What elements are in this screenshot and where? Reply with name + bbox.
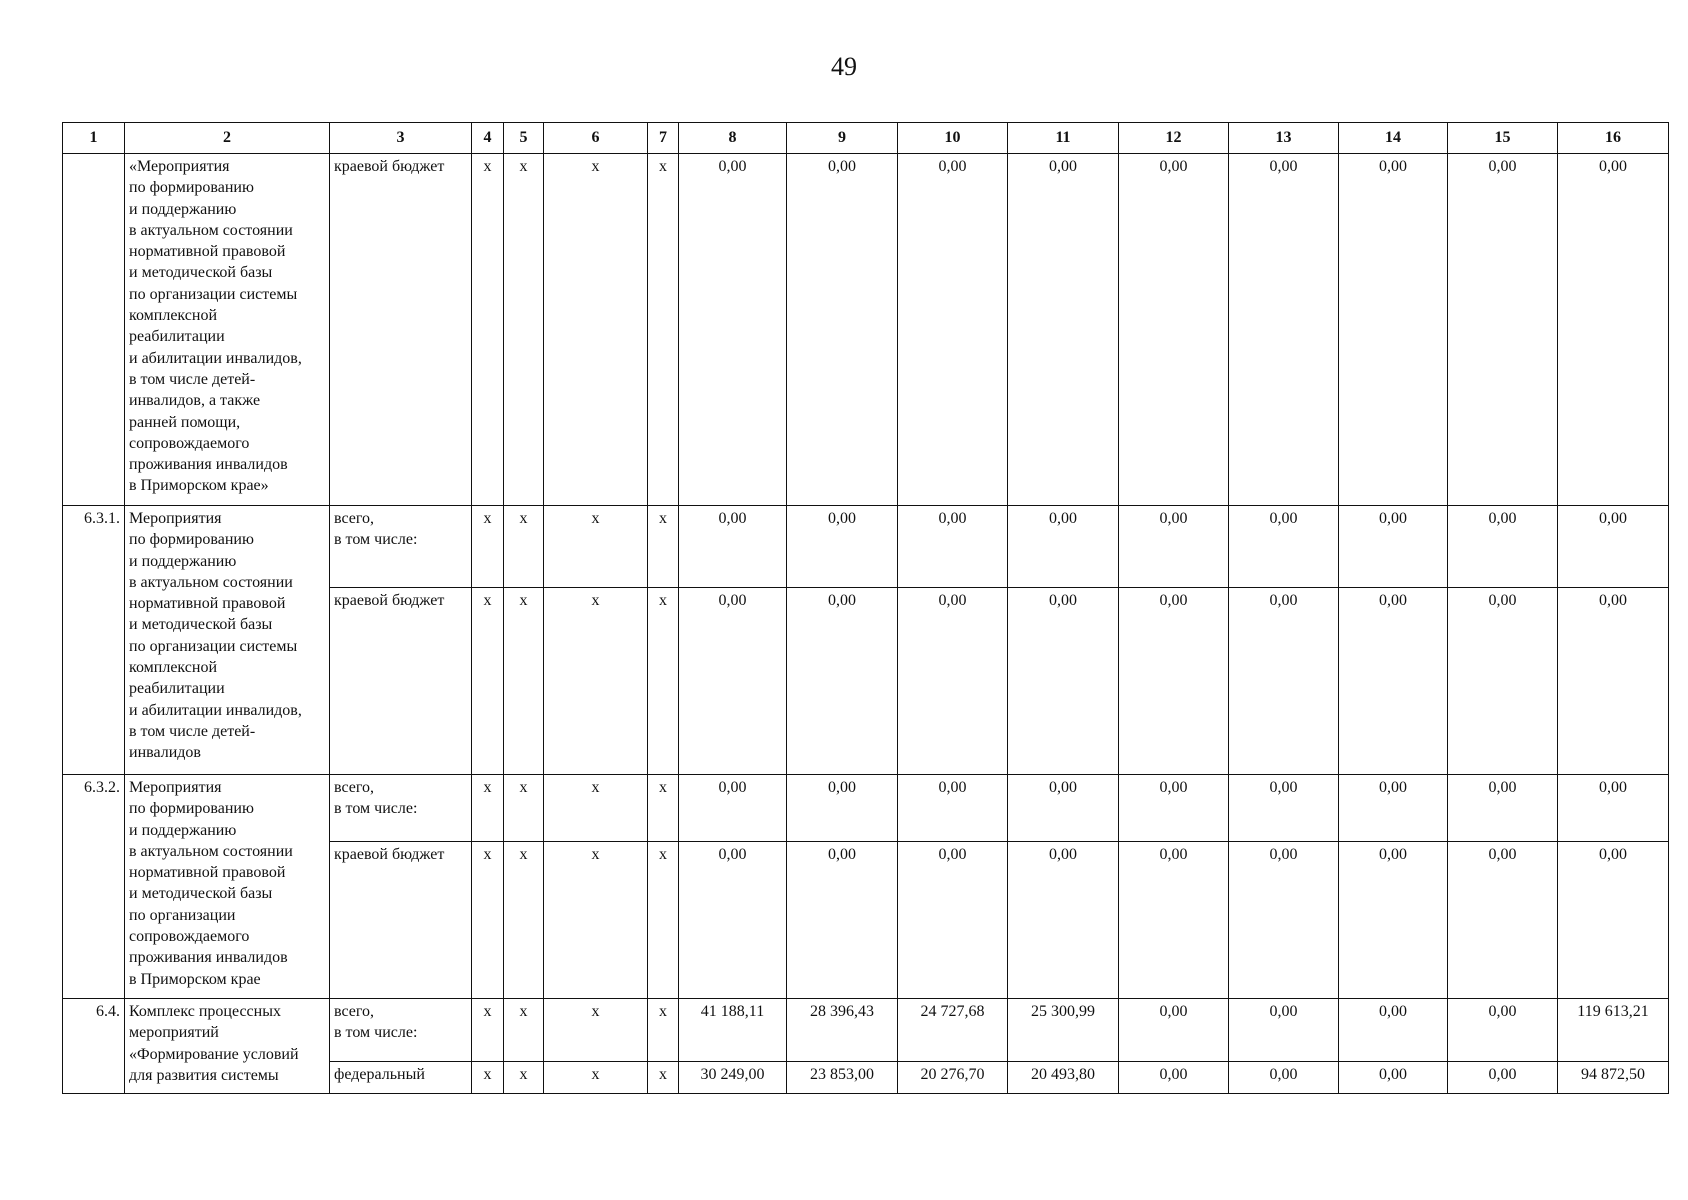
mark-cell: х (544, 842, 648, 999)
value-cell-col-8: 0,00 (679, 588, 787, 775)
mark-cell: х (544, 1062, 648, 1094)
value-cell-col-13: 0,00 (1229, 775, 1339, 842)
value-cell-col-10: 0,00 (898, 588, 1008, 775)
row-name-line: в актуальном состоянии (129, 842, 293, 860)
value-cell-col-10: 0,00 (898, 775, 1008, 842)
value-cell-col-13: 0,00 (1229, 588, 1339, 775)
row-name-line: Комплекс процессных (129, 1003, 281, 1020)
funding-source-line: всего, (334, 779, 375, 796)
row-name-line: комплексной (129, 307, 218, 325)
value-cell-col-15: 0,00 (1448, 775, 1558, 842)
row-name-line: нормативной правовой (129, 243, 286, 261)
row-name-line: и методической базы (129, 885, 273, 903)
value-cell-col-10: 0,00 (898, 842, 1008, 999)
value-cell-col-10: 20 276,70 (898, 1062, 1008, 1094)
value-cell-col-10: 0,00 (898, 506, 1008, 588)
row-code: 6.3.2. (63, 775, 125, 999)
value-cell-col-15: 0,00 (1448, 506, 1558, 588)
page-number: 49 (831, 52, 857, 81)
row-name (125, 154, 330, 506)
row-name-line: инвалидов (129, 744, 201, 762)
funding-source-line: в том числе: (334, 531, 418, 549)
header-col-12: 12 (1119, 123, 1229, 154)
value-cell-col-15: 0,00 (1448, 1062, 1558, 1094)
value-cell-col-8: 0,00 (679, 506, 787, 588)
value-cell-col-14: 0,00 (1339, 842, 1448, 999)
value-cell-col-9: 23 853,00 (787, 1062, 898, 1094)
row-name-line: и поддержанию (129, 552, 237, 570)
value-cell-col-12: 0,00 (1119, 999, 1229, 1062)
value-cell-col-11: 0,00 (1008, 154, 1119, 506)
row-code: 6.3.1. (63, 506, 125, 775)
row-name-line: и методической базы (129, 264, 273, 282)
header-col-3: 3 (330, 123, 472, 154)
row-name-line: по формированию (129, 800, 254, 818)
row-code (63, 154, 125, 506)
row-name-line: инвалидов, а также (129, 392, 261, 410)
value-cell-col-9: 0,00 (787, 775, 898, 842)
row-name-line: в том числе детей- (129, 722, 256, 740)
row-name-line: Мероприятия (129, 510, 222, 527)
row-name-line: проживания инвалидов (129, 949, 288, 967)
row-name-line: и абилитации инвалидов, (129, 349, 302, 367)
row-name-line: нормативной правовой (129, 595, 286, 613)
header-col-9: 9 (787, 123, 898, 154)
row-name-line: в актуальном состоянии (129, 573, 293, 591)
table-row (63, 775, 1669, 842)
value-cell-col-11: 0,00 (1008, 506, 1119, 588)
funding-source (330, 775, 472, 842)
value-cell-col-16: 0,00 (1558, 154, 1669, 506)
value-cell-col-13: 0,00 (1229, 154, 1339, 506)
value-cell-col-16: 0,00 (1558, 506, 1669, 588)
mark-cell: х (648, 1062, 679, 1094)
value-cell-col-8: 41 188,11 (679, 999, 787, 1062)
value-cell-col-12: 0,00 (1119, 588, 1229, 775)
funding-source-line: в том числе: (334, 800, 418, 818)
mark-cell: х (544, 588, 648, 775)
value-cell-col-11: 25 300,99 (1008, 999, 1119, 1062)
mark-cell: х (544, 775, 648, 842)
funding-source-line: краевой бюджет (334, 592, 445, 609)
value-cell-col-15: 0,00 (1448, 842, 1558, 999)
row-name-line: ранней помощи, (129, 413, 241, 431)
mark-cell: х (504, 775, 544, 842)
value-cell-col-16: 94 872,50 (1558, 1062, 1669, 1094)
header-col-6: 6 (544, 123, 648, 154)
funding-source-line: всего, (334, 1003, 375, 1020)
header-col-5: 5 (504, 123, 544, 154)
row-name-line: в актуальном состоянии (129, 221, 293, 239)
value-cell-col-11: 0,00 (1008, 588, 1119, 775)
table-row (63, 154, 1669, 506)
value-cell-col-10: 0,00 (898, 154, 1008, 506)
value-cell-col-12: 0,00 (1119, 842, 1229, 999)
value-cell-col-13: 0,00 (1229, 842, 1339, 999)
mark-cell: х (648, 154, 679, 506)
mark-cell: х (472, 1062, 504, 1094)
value-cell-col-8: 0,00 (679, 154, 787, 506)
value-cell-col-13: 0,00 (1229, 1062, 1339, 1094)
header-col-11: 11 (1008, 123, 1119, 154)
value-cell-col-12: 0,00 (1119, 775, 1229, 842)
mark-cell: х (472, 775, 504, 842)
mark-cell: х (472, 999, 504, 1062)
header-col-15: 15 (1448, 123, 1558, 154)
header-col-14: 14 (1339, 123, 1448, 154)
value-cell-col-16: 0,00 (1558, 775, 1669, 842)
value-cell-col-9: 0,00 (787, 506, 898, 588)
value-cell-col-15: 0,00 (1448, 154, 1558, 506)
row-name-line: в том числе детей- (129, 370, 256, 388)
value-cell-col-11: 0,00 (1008, 842, 1119, 999)
value-cell-col-9: 28 396,43 (787, 999, 898, 1062)
row-name-line: нормативной правовой (129, 864, 286, 882)
header-col-16: 16 (1558, 123, 1669, 154)
value-cell-col-12: 0,00 (1119, 154, 1229, 506)
value-cell-col-14: 0,00 (1339, 1062, 1448, 1094)
header-col-1: 1 (63, 123, 125, 154)
mark-cell: х (504, 999, 544, 1062)
mark-cell: х (544, 154, 648, 506)
mark-cell: х (648, 588, 679, 775)
row-name-line: для развития системы (129, 1066, 279, 1084)
value-cell-col-11: 20 493,80 (1008, 1062, 1119, 1094)
row-name-line: реабилитации (129, 328, 225, 346)
value-cell-col-12: 0,00 (1119, 506, 1229, 588)
value-cell-col-9: 0,00 (787, 842, 898, 999)
table-row (63, 506, 1669, 588)
row-name-line: по формированию (129, 179, 254, 197)
header-col-7: 7 (648, 123, 679, 154)
header-row (63, 123, 1669, 154)
header-col-4: 4 (472, 123, 504, 154)
funding-source (330, 1062, 472, 1094)
row-name-line: сопровождаемого (129, 434, 250, 452)
value-cell-col-14: 0,00 (1339, 154, 1448, 506)
row-name-line: по организации системы (129, 285, 298, 303)
value-cell-col-16: 0,00 (1558, 842, 1669, 999)
header-col-13: 13 (1229, 123, 1339, 154)
funding-source (330, 999, 472, 1062)
funding-source-line: всего, (334, 510, 375, 527)
row-name-line: комплексной (129, 659, 218, 677)
value-cell-col-14: 0,00 (1339, 999, 1448, 1062)
mark-cell: х (504, 588, 544, 775)
value-cell-col-9: 0,00 (787, 588, 898, 775)
mark-cell: х (504, 1062, 544, 1094)
mark-cell: х (472, 154, 504, 506)
row-name-line: в Приморском крае (129, 970, 261, 988)
mark-cell: х (504, 506, 544, 588)
funding-source (330, 506, 472, 588)
value-cell-col-15: 0,00 (1448, 999, 1558, 1062)
header-col-8: 8 (679, 123, 787, 154)
value-cell-col-8: 30 249,00 (679, 1062, 787, 1094)
mark-cell: х (648, 506, 679, 588)
value-cell-col-14: 0,00 (1339, 506, 1448, 588)
value-cell-col-14: 0,00 (1339, 775, 1448, 842)
value-cell-col-15: 0,00 (1448, 588, 1558, 775)
budget-table (62, 122, 1669, 1094)
funding-source (330, 588, 472, 775)
row-name-line: и поддержанию (129, 821, 237, 839)
row-name-line: сопровождаемого (129, 928, 250, 946)
mark-cell: х (648, 999, 679, 1062)
funding-source (330, 154, 472, 506)
row-name (125, 999, 330, 1094)
row-code: 6.4. (63, 999, 125, 1094)
value-cell-col-11: 0,00 (1008, 775, 1119, 842)
row-name-line: Мероприятия (129, 779, 222, 796)
mark-cell: х (544, 999, 648, 1062)
header-col-2: 2 (125, 123, 330, 154)
mark-cell: х (504, 842, 544, 999)
value-cell-col-9: 0,00 (787, 154, 898, 506)
value-cell-col-8: 0,00 (679, 775, 787, 842)
row-name (125, 775, 330, 999)
value-cell-col-13: 0,00 (1229, 999, 1339, 1062)
mark-cell: х (544, 506, 648, 588)
row-name-line: проживания инвалидов (129, 456, 288, 474)
value-cell-col-12: 0,00 (1119, 1062, 1229, 1094)
mark-cell: х (648, 775, 679, 842)
funding-source-line: в том числе: (334, 1024, 418, 1042)
row-name-line: мероприятий (129, 1024, 219, 1042)
value-cell-col-14: 0,00 (1339, 588, 1448, 775)
mark-cell: х (504, 154, 544, 506)
value-cell-col-13: 0,00 (1229, 506, 1339, 588)
header-col-10: 10 (898, 123, 1008, 154)
value-cell-col-16: 0,00 (1558, 588, 1669, 775)
value-cell-col-8: 0,00 (679, 842, 787, 999)
mark-cell: х (472, 588, 504, 775)
row-name-line: по организации системы (129, 637, 298, 655)
mark-cell: х (472, 842, 504, 999)
row-name-line: «Формирование условий (129, 1045, 299, 1063)
value-cell-col-16: 119 613,21 (1558, 999, 1669, 1062)
mark-cell: х (648, 842, 679, 999)
value-cell-col-10: 24 727,68 (898, 999, 1008, 1062)
funding-source-line: федеральный (334, 1066, 425, 1083)
row-name-line: по организации (129, 906, 236, 924)
table-row (63, 999, 1669, 1062)
row-name-line: и абилитации инвалидов, (129, 701, 302, 719)
row-name-line: в Приморском крае» (129, 477, 269, 495)
table-body (63, 154, 1669, 1094)
mark-cell: х (472, 506, 504, 588)
row-name-line: «Мероприятия (129, 158, 230, 175)
row-name-line: и поддержанию (129, 200, 237, 218)
row-name-line: и методической базы (129, 616, 273, 634)
row-name-line: по формированию (129, 531, 254, 549)
row-name-line: реабилитации (129, 680, 225, 698)
funding-source-line: краевой бюджет (334, 158, 445, 175)
funding-source-line: краевой бюджет (334, 846, 445, 863)
funding-source (330, 842, 472, 999)
row-name (125, 506, 330, 775)
